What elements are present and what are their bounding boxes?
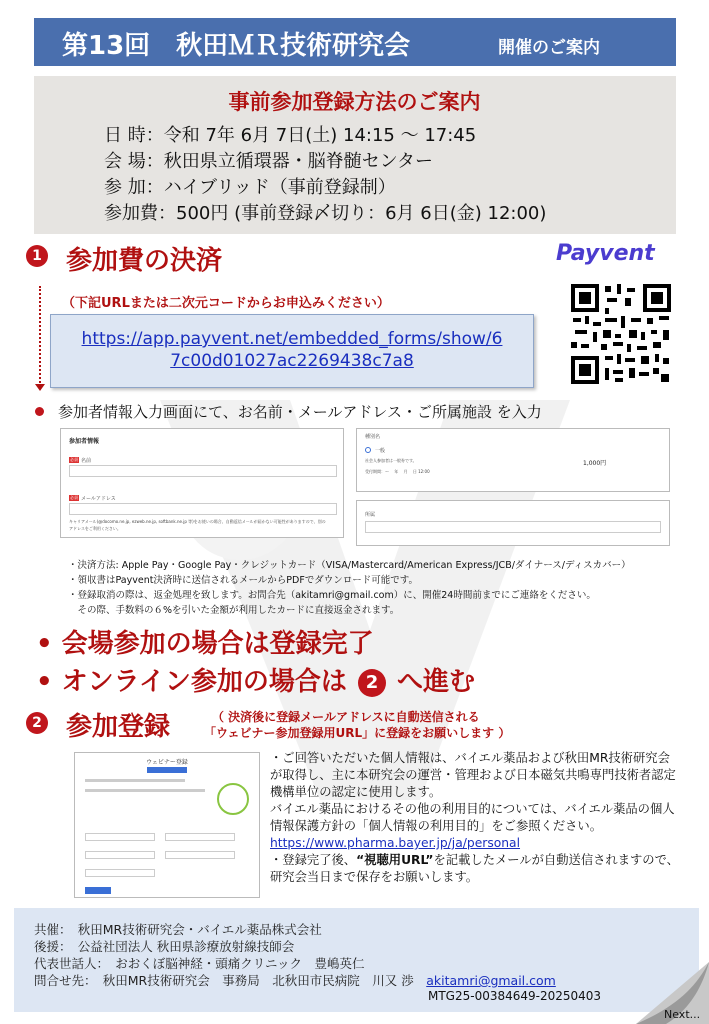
privacy-paragraph-3 [270, 852, 680, 886]
name-label: 名前 [81, 458, 92, 464]
note-payment-methods: ・決済方法: Apple Pay・Google Pay・クレジットカード（VISA/Mastercard/American Express/JCB/ダイナース/ディスカバー） [68, 560, 631, 571]
url-line-1: https://app.payvent.net/embedded_forms/show/6 [81, 329, 503, 349]
bullet-dot [35, 407, 44, 416]
online-prefix: オンライン参加の場合は [61, 667, 347, 697]
form-text-line [85, 789, 205, 792]
webinar-form-title: ウェビナー登録 [146, 759, 188, 766]
venue-complete-bullet: • 会場参加の場合は登録完了 [36, 629, 374, 659]
step2-note-2: 「ウェビナー参加登録用URL」に登録をお願いします ） [204, 726, 511, 740]
event-attendance: 参 加：ハイブリッド（事前登録制） [104, 177, 396, 198]
privacy-link[interactable]: https://www.pharma.bayer.jp/ja/personal [270, 836, 521, 850]
webinar-field[interactable] [85, 869, 155, 877]
social-buttons [147, 767, 187, 773]
footer-contact-text: 問合せ先： 秋田MR技術研究会 事務局 北秋田市民病院 川又 渉 [34, 973, 414, 988]
webinar-field[interactable] [165, 851, 235, 859]
dotted-connector [39, 286, 41, 386]
webinar-form-screenshot [74, 752, 260, 898]
page-subtitle: 開催のご案内 [498, 38, 600, 58]
footer-support: 後援： 公益社団法人 秋田県診療放射線技師会 [34, 939, 295, 954]
ticket-price: 1,000円 [583, 460, 607, 467]
online-suffix: へ進む [397, 667, 476, 697]
bayer-logo [217, 783, 249, 815]
online-step-number: 2 [358, 669, 386, 697]
venue-complete-text: 会場参加の場合は登録完了 [61, 629, 374, 659]
privacy-paragraph-1: ・ご回答いただいた個人情報は、バイエル薬品および秋田MR技術研究会が取得し、主に本研究会の運営・管理および日本磁気共鳴専門技術者認定機構単位の認定に使用します。 [270, 751, 676, 799]
ticket-desc: 社会人参加者は一般券です。 [365, 458, 417, 463]
radio-selected[interactable] [365, 447, 371, 453]
name-field[interactable] [69, 465, 337, 477]
ticket-title: 種別名 [365, 434, 381, 440]
email-field[interactable] [69, 503, 337, 515]
page-title: 第13回 秋田ＭＲ技術研究会 [62, 31, 411, 61]
step1-number: 1 [26, 245, 48, 267]
participant-form-screenshot [60, 428, 344, 538]
register-button[interactable] [85, 887, 111, 894]
note-receipt: ・領収書はPayvent決済時に送信されるメールからPDFでダウンロード可能です。 [68, 575, 419, 586]
privacy-notice [270, 750, 680, 886]
ticket-option: 一般 [375, 448, 386, 454]
affiliation-form-screenshot [356, 500, 670, 546]
step2-number: 2 [26, 712, 48, 734]
note-refund: その際、手数料の６%を引いた金額が利用したカードに直接返金されます。 [68, 605, 400, 616]
payment-url-link[interactable] [50, 328, 534, 372]
event-fee: 参加費：500円 (事前登録〆切り：6月 6日(金) 12:00) [104, 203, 547, 224]
viewing-url-label: “視聴用URL” [356, 853, 434, 867]
footer-representative: 代表世話人： おおくぼ脳神経・頭痛クリニック 豊嶋英仁 [34, 956, 365, 971]
form-text-line [85, 779, 185, 782]
arrow-down-icon [35, 384, 45, 391]
next-page-label[interactable]: Next... [664, 1008, 701, 1021]
privacy-p3a: ・登録完了後、 [270, 853, 357, 867]
document-code: MTG25-00384649-20250403 [428, 989, 602, 1003]
required-badge: 必須 [70, 457, 78, 462]
url-line-2: 7c00d01027ac2269438c7a8 [170, 351, 414, 371]
payvent-logo: Payvent [556, 241, 655, 266]
webinar-field[interactable] [85, 851, 155, 859]
entry-instruction: 参加者情報入力画面にて、お名前・メールアドレス・ご所属施設 を入力 [58, 403, 542, 421]
step1-title: 参加費の決済 [66, 246, 223, 276]
step2-title: 参加登録 [66, 712, 171, 742]
event-venue: 会 場：秋田県立循環器・脳脊髄センター [104, 151, 433, 172]
ticket-form-screenshot [356, 428, 670, 492]
ticket-period: 受付期間：～ 年 月 日 12:00 [365, 469, 430, 474]
note-cancel: ・登録取消の際は、返金処理を致します。お問合先（akitamri@gmail.com）に、開催24時間前までにご連絡をください。 [68, 590, 596, 601]
url-instruction: （下記URLまたは二次元コードからお申込みください） [62, 296, 390, 311]
form-title: 参加者情報 [69, 438, 100, 445]
event-date: 日 時：令和 7年 6月 7日(土) 14:15 ～ 17:45 [104, 125, 477, 146]
email-label: メールアドレス [81, 496, 116, 502]
footer-contact [34, 971, 556, 989]
webinar-field[interactable] [85, 833, 155, 841]
footer-host: 共催： 秋田MR技術研究会・バイエル薬品株式会社 [34, 922, 322, 937]
required-badge: 必須 [70, 495, 78, 500]
privacy-paragraph-2: バイエル薬品におけるその他の利用目的については、バイエル薬品の個人情報保護方針の「個人情報の利用目的」をご参照ください。 [270, 802, 675, 833]
webinar-field[interactable] [165, 833, 235, 841]
privacy-p3c: を記載したメールが自動送信されますので、研究会当日まで保存をお願いします。 [270, 853, 679, 884]
qr-code[interactable] [571, 284, 671, 384]
step2-note-1: （ 決済後に登録メールアドレスに自動送信される [212, 710, 480, 724]
footer-email-link[interactable]: akitamri@gmail.com [426, 973, 556, 988]
affiliation-field[interactable] [365, 521, 661, 533]
email-help-2: アドレスをご利用ください。 [69, 526, 121, 531]
info-heading: 事前参加登録方法のご案内 [228, 90, 481, 114]
online-next-bullet: • オンライン参加の場合は 2 へ進む [36, 667, 476, 697]
affiliation-label: 所属 [365, 512, 376, 518]
email-help: キャリアメール(@docomo.ne.jp, ezweb.ne.jp, softbank.ne.jp 等)をお使いの場合、自動返信メールが届かない可能性がありますので、別の [69, 519, 326, 524]
